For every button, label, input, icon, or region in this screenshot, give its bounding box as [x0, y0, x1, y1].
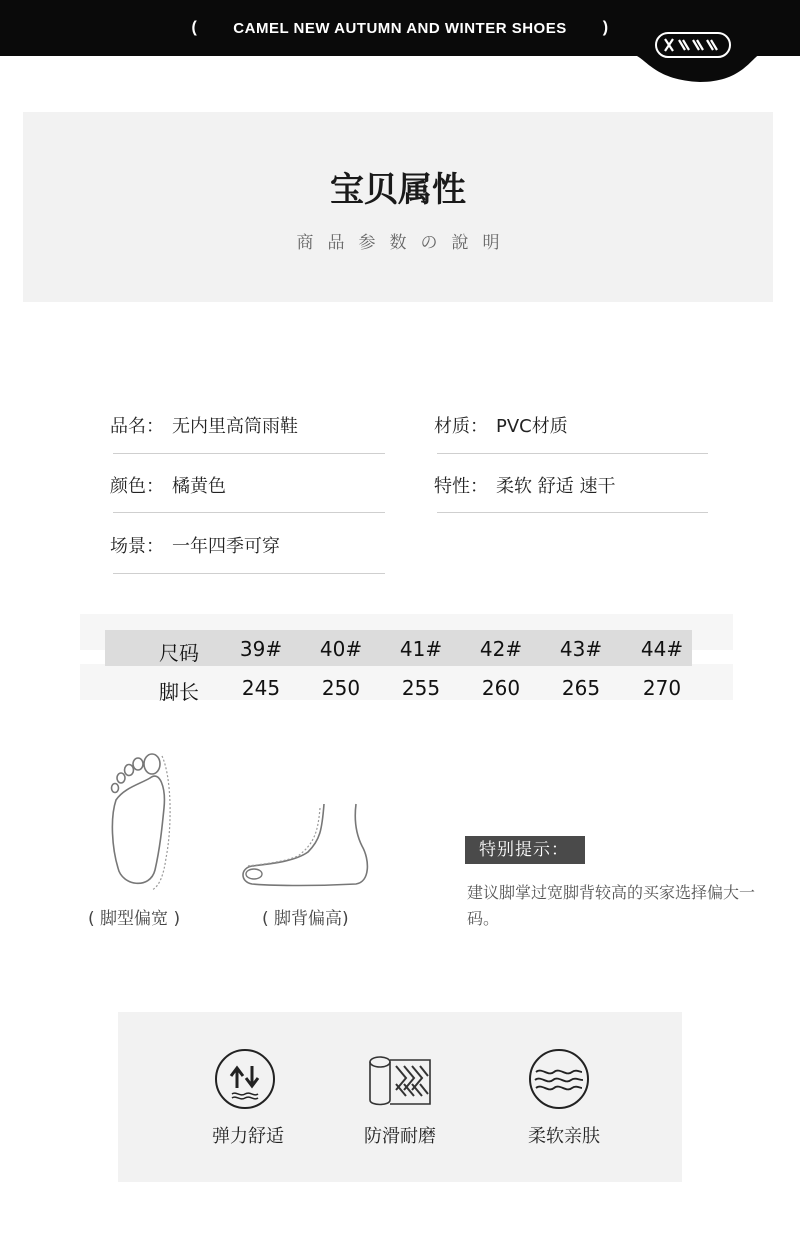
length-cell: 250: [321, 676, 361, 700]
divider: [113, 573, 385, 574]
length-row-label: 脚长: [159, 680, 199, 704]
elastic-arrows-icon: [214, 1048, 276, 1110]
size-cell: 39#: [239, 637, 283, 661]
foot-high-caption: ( 脚背偏高): [262, 909, 349, 929]
page-title: 宝贝属性: [330, 170, 466, 210]
foot-side-icon: [238, 800, 373, 892]
divider: [437, 512, 708, 513]
attr-name: 品名： 无内里高筒雨鞋: [110, 416, 298, 437]
brand-logo-icon: [655, 32, 731, 58]
divider: [113, 453, 385, 454]
attr-color: 颜色： 橘黄色: [110, 476, 226, 497]
attr-feature: 特性： 柔软 舒适 速干: [434, 476, 616, 497]
size-cell: 40#: [319, 637, 363, 661]
attr-material: 材质： PVC材质: [434, 416, 568, 437]
special-tip-title: 特别提示：: [465, 836, 585, 864]
size-cell: 42#: [479, 637, 523, 661]
length-cell: 265: [561, 676, 601, 700]
divider: [113, 512, 385, 513]
length-cell: 255: [401, 676, 441, 700]
size-cell: 43#: [559, 637, 603, 661]
size-row-label: 尺码: [159, 641, 199, 665]
divider: [437, 453, 708, 454]
length-cell: 245: [241, 676, 281, 700]
size-cell: 44#: [640, 637, 684, 661]
anti-slip-roll-icon: [366, 1054, 434, 1110]
feature-label-antislip: 防滑耐磨: [364, 1126, 436, 1147]
length-cell: 260: [481, 676, 521, 700]
banner-bracket-right: ): [602, 19, 609, 36]
banner-bracket-left: (: [191, 19, 198, 36]
size-cell: 41#: [399, 637, 443, 661]
page-subtitle: 商品参数の說明: [296, 233, 514, 253]
length-cell: 270: [642, 676, 682, 700]
attr-scene: 场景： 一年四季可穿: [110, 536, 280, 557]
foot-wide-caption: ( 脚型偏宽 ): [88, 909, 181, 929]
feature-label-soft: 柔软亲肤: [528, 1126, 600, 1147]
feature-label-elastic: 弹力舒适: [212, 1126, 284, 1147]
soft-wave-icon: [528, 1048, 590, 1110]
foot-sole-icon: [100, 748, 180, 893]
banner-title: CAMEL NEW AUTUMN AND WINTER SHOES: [233, 19, 567, 37]
special-tip-text: 建议脚掌过宽脚背较高的买家选择偏大一码。: [467, 883, 756, 928]
